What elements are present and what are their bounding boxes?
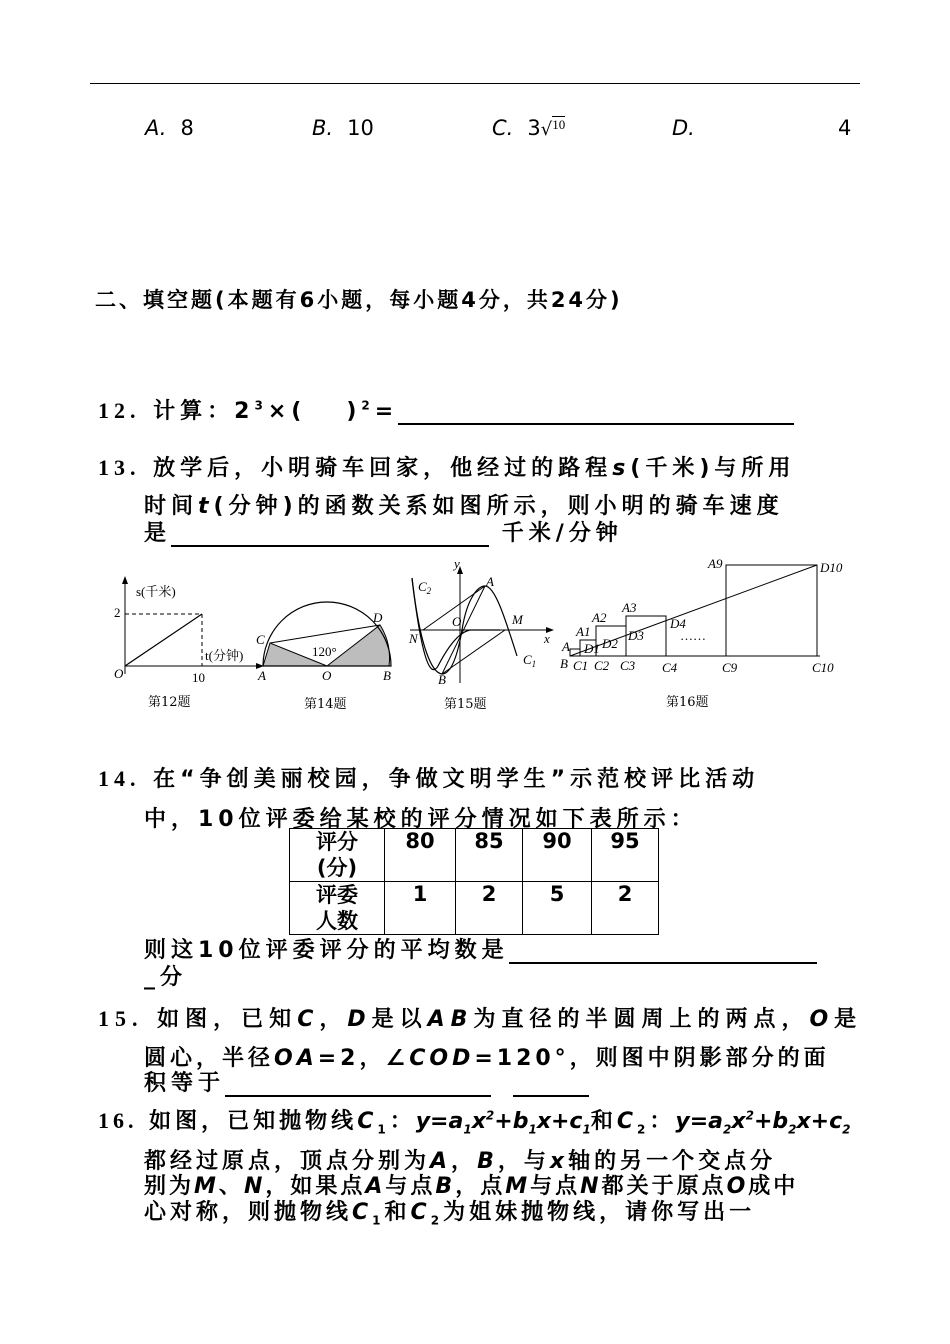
option-b: B. 10 — [312, 116, 374, 140]
answer-blank-14[interactable] — [509, 940, 817, 964]
score-table — [289, 828, 659, 935]
svg-text:B: B — [560, 656, 568, 671]
question-12: 12. 计算：$2^3\times$( )$^2$= — [98, 394, 794, 425]
svg-text:A2: A2 — [592, 610, 607, 625]
figures-row — [0, 548, 950, 728]
answer-blank-15b[interactable] — [513, 1073, 589, 1097]
fig16-caption: 第16题 — [666, 695, 709, 710]
svg-text:D4: D4 — [670, 616, 686, 631]
svg-text:120°: 120° — [312, 644, 337, 659]
question-16-line1: 16. 如图，已知抛物线$C_1$：$y=a_1x^2+b_1x+c_1$和$C_2$：$y=a_2x^2+b_2x+c_2$ — [98, 1108, 851, 1137]
score-cell: 85 — [456, 829, 523, 882]
radicand: 10 — [552, 117, 566, 132]
question-13-line3: 是 千米/分钟 — [144, 521, 623, 546]
svg-text:D1: D1 — [584, 641, 600, 656]
svg-text:C10: C10 — [812, 660, 834, 675]
fig12-y-tick: 2 — [114, 605, 121, 620]
question-14-line3: 则这10位评委评分的平均数是 — [144, 933, 817, 964]
question-15-line3: 积等于 — [144, 1066, 589, 1097]
option-d-label: D. — [672, 116, 695, 140]
question-13-line2: 时间t(分钟)的函数关系如图所示，则小明的骑车速度 — [144, 494, 784, 519]
figure-12 — [114, 576, 264, 710]
svg-text:N: N — [409, 631, 418, 646]
score-cell: 90 — [523, 829, 592, 882]
question-14-line1: 14. 在“争创美丽校园，争做文明学生”示范校评比活动 — [98, 766, 760, 792]
count-cell: 5 — [523, 882, 592, 935]
answer-blank-13[interactable] — [171, 523, 489, 547]
question-14-line4: _分 — [144, 965, 188, 990]
count-row — [290, 882, 659, 935]
answer-blank-12[interactable] — [398, 401, 794, 425]
answer-blank-15a[interactable] — [225, 1073, 491, 1097]
top-rule — [90, 83, 860, 84]
svg-text:C: C — [256, 632, 265, 647]
score-row — [290, 829, 659, 882]
svg-text:……: …… — [680, 628, 706, 643]
score-cell: 80 — [385, 829, 456, 882]
svg-text:C3: C3 — [620, 658, 636, 673]
svg-text:C2: C2 — [594, 658, 610, 673]
option-a: A. 8 — [145, 116, 194, 140]
svg-text:A: A — [562, 639, 570, 654]
svg-text:A: A — [486, 574, 494, 589]
fig12-origin: O — [114, 666, 124, 681]
svg-text:B: B — [383, 668, 391, 683]
svg-text:B: B — [438, 672, 446, 687]
count-cell: 1 — [385, 882, 456, 935]
svg-text:D3: D3 — [628, 628, 644, 643]
svg-text:y: y — [454, 556, 460, 571]
question-16-line4: 心对称，则抛物线$C_1$和$C_2$为姐妹抛物线，请你写出一 — [144, 1200, 756, 1228]
question-15-line1: 15. 如图，已知C，D是以AB为直径的半圆周上的两点，O是 — [98, 1006, 863, 1032]
svg-text:O: O — [452, 614, 462, 629]
svg-text:C9: C9 — [722, 660, 738, 675]
option-c: C. 3√$^{10}$ — [492, 116, 566, 140]
fig12-x-label: t(分钟) — [205, 648, 244, 663]
option-d-value: 4 — [838, 116, 852, 140]
question-15-line2: 圆心，半径OA=2，∠COD=120°，则图中阴影部分的面 — [144, 1046, 830, 1071]
svg-text:A1: A1 — [576, 624, 591, 639]
section-heading: 二、填空题(本题有6小题，每小题4分，共24分) — [95, 288, 623, 312]
svg-text:D10: D10 — [820, 560, 843, 575]
fig12-x-tick: 10 — [192, 670, 205, 685]
svg-text:D2: D2 — [602, 636, 618, 651]
svg-text:M: M — [512, 612, 523, 627]
score-cell: 95 — [592, 829, 659, 882]
fig12-y-label: s(千米) — [136, 584, 176, 599]
svg-text:x: x — [544, 631, 550, 646]
fig14-caption: 第14题 — [304, 697, 347, 712]
svg-text:A3: A3 — [622, 600, 637, 615]
svg-text:C4: C4 — [662, 660, 678, 675]
svg-text:A9: A9 — [708, 556, 723, 571]
count-row-header: 评委 人数 — [290, 882, 385, 935]
svg-text:A: A — [258, 668, 266, 683]
fig15-caption: 第15题 — [444, 697, 487, 712]
count-cell: 2 — [592, 882, 659, 935]
figure-16 — [560, 556, 843, 710]
fig12-caption: 第12题 — [148, 695, 191, 710]
figure-15 — [408, 556, 554, 712]
svg-text:D: D — [373, 610, 383, 625]
svg-text:C1: $C_1$ — [523, 652, 537, 669]
svg-text:C1: C1 — [573, 658, 589, 673]
score-row-header: 评分 (分) — [290, 829, 385, 882]
question-13-line1: 13. 放学后，小明骑车回家，他经过的路程s(千米)与所用 — [98, 455, 796, 481]
question-16-line3: 别为M、N，如果点A与点B，点M与点N都关于原点O成中 — [144, 1174, 799, 1199]
figure-14 — [256, 602, 391, 712]
question-16-line2: 都经过原点，顶点分别为A，B，与x轴的另一个交点分 — [144, 1149, 777, 1174]
svg-text:O: O — [322, 668, 332, 683]
question-14-line2: 中，10位评委给某校的评分情况如下表所示： — [144, 807, 698, 832]
svg-text:C2: $C_2$ — [418, 579, 432, 596]
count-cell: 2 — [456, 882, 523, 935]
